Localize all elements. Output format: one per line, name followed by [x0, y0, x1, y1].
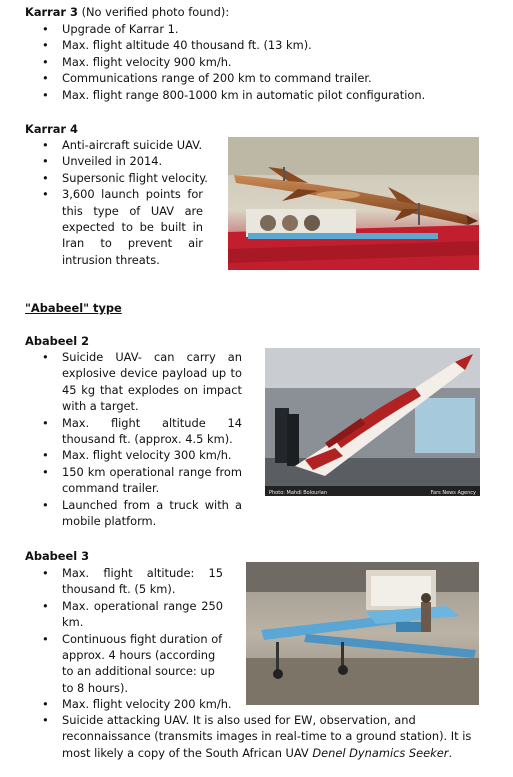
- karrar3-title: Karrar 3: [25, 5, 78, 19]
- karrar3-heading: [25, 4, 495, 20]
- ababeel2-photo-credit-right: Fars News Agency: [430, 490, 476, 496]
- ababeel3-last-bullet: [42, 712, 494, 761]
- karrar4-bullet-list: [62, 137, 208, 268]
- list-item: • Max. operational range 250 km.: [62, 598, 223, 631]
- list-item: • Continuous fight duration of approx. 4 hours (according to an additional source: up to 8 hours).: [62, 631, 223, 697]
- ababeel3-seeker-name: Denel Dynamics Seeker: [312, 745, 449, 760]
- ababeel3-last-bullet-text: Suicide attacking UAV. It is also used for EW, observation, and reconnaissance (transmits images in real-time to a ground station). It is most likely a copy of the South African UAV: [62, 713, 472, 760]
- karrar3-bullet-list: [62, 21, 502, 103]
- list-item: • Max. flight range 800-1000 km in automatic pilot configuration.: [62, 87, 502, 103]
- list-item: • Max. flight velocity 900 km/h.: [62, 54, 502, 70]
- ababeel-type-heading: "Ababeel" type: [25, 301, 122, 315]
- ababeel2-photo: [265, 348, 480, 496]
- ababeel3-title: Ababeel 3: [25, 549, 90, 563]
- ababeel3-photo: [246, 562, 479, 705]
- ababeel2-photo-credit-left: Photo: Mahdi Bolourian: [269, 490, 328, 496]
- list-item: • Max. flight altitude 14 thousand ft. (approx. 4.5 km).: [62, 415, 242, 448]
- list-item: • Max. flight altitude 40 thousand ft. (13 km).: [62, 37, 502, 53]
- list-item: • 150 km operational range from command trailer.: [62, 464, 242, 497]
- list-item: • Suicide UAV- can carry an explosive device payload up to 45 kg that explodes on impact with a target.: [62, 349, 242, 415]
- list-item: • Max. flight velocity 300 km/h.: [62, 447, 242, 463]
- list-item: • Max. flight altitude: 15 thousand ft. (5 km).: [62, 565, 223, 598]
- ababeel3-bullet-list: [62, 565, 232, 713]
- ababeel2-title: Ababeel 2: [25, 334, 90, 348]
- list-item: • Supersonic flight velocity.: [62, 170, 203, 186]
- karrar3-note: (No verified photo found):: [77, 5, 230, 19]
- ababeel3-last-bullet-end: .: [448, 745, 453, 760]
- list-item: • Communications range of 200 km to command trailer.: [62, 70, 502, 86]
- list-item: • Max. flight velocity 200 km/h.: [62, 696, 223, 712]
- list-item: • 3,600 launch points for this type of UAV are expected to be built in Iran to prevent air intrusion threats.: [62, 186, 203, 268]
- list-item: [42, 712, 494, 761]
- karrar4-title: Karrar 4: [25, 122, 78, 136]
- list-item: • Anti-aircraft suicide UAV.: [62, 137, 203, 153]
- karrar4-photo: [228, 137, 479, 270]
- list-item: • Launched from a truck with a mobile platform.: [62, 497, 242, 530]
- ababeel2-bullet-list: [62, 349, 242, 529]
- bullet-marker: •: [42, 713, 49, 727]
- list-item: • Unveiled in 2014.: [62, 153, 203, 169]
- list-item: • Upgrade of Karrar 1.: [62, 21, 502, 37]
